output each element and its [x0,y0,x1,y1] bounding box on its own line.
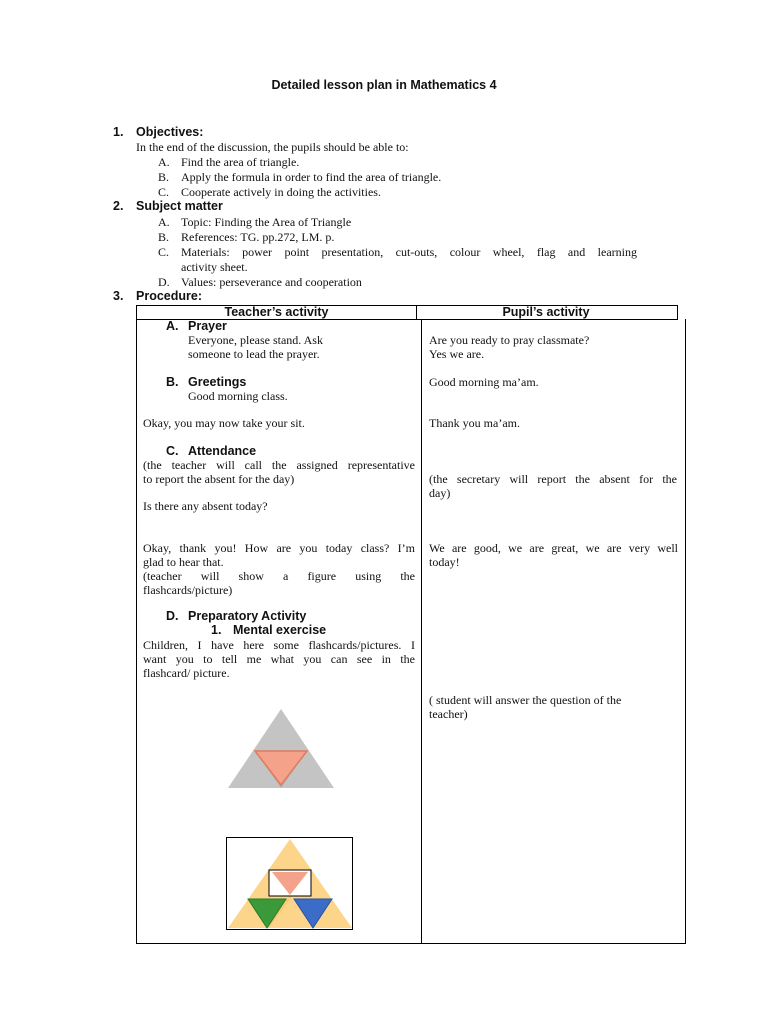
checkin-teacher-line2: glad to hear that. [143,555,224,569]
table-bottom-border [136,943,686,944]
greetings-pupil: Good morning ma’am. [429,375,539,389]
objectives-intro: In the end of the discussion, the pupils should be able to: [136,140,409,154]
attendance-teacher-line2: to report the absent for the day) [143,472,295,486]
prayer-teacher-line1: Everyone, please stand. Ask [188,333,323,347]
preparatory-heading: Preparatory Activity [188,609,307,623]
objectives-number: 1. [113,125,124,139]
document-title: Detailed lesson plan in Mathematics 4 [271,78,497,92]
checkin-teacher-line4: flashcards/picture) [143,583,233,597]
flashcard-triangle-image [226,706,336,790]
prayer-heading: Prayer [188,319,227,333]
table-column-divider [421,319,422,944]
preparatory-pupil-line1: ( student will answer the question of the [429,693,622,707]
preparatory-letter: D. [166,609,179,623]
checkin-pupil-line1: We are good, we are great, we are very well [429,541,678,555]
subject-letter-b: B. [158,230,170,244]
attendance-pupil-line1: (the secretary will report the absent for the [429,472,677,486]
checkin-teacher-line1: Okay, thank you! How are you today class? I’m [143,541,415,555]
sit-pupil: Thank you ma’am. [429,416,520,430]
subject-letter-a: A. [158,215,170,229]
checkin-pupil-line2: today! [429,555,460,569]
objective-a: Find the area of triangle. [181,155,300,169]
objectives-heading: Objectives: [136,125,204,139]
preparatory-teacher-line2: want you to tell me what you can see in the [143,652,415,666]
objective-c: Cooperate actively in doing the activities. [181,185,381,199]
attendance-letter: C. [166,444,179,458]
subject-values: Values: perseverance and cooperation [181,275,362,289]
flashcard-composite-triangle-image [226,837,354,931]
subject-references: References: TG. pp.272, LM. p. [181,230,335,244]
preparatory-teacher-line3: flashcard/ picture. [143,666,230,680]
mental-exercise-number: 1. [211,623,222,637]
subject-matter-number: 2. [113,199,124,213]
subject-matter-heading: Subject matter [136,199,223,213]
prayer-letter: A. [166,319,179,333]
table-left-border [136,319,137,944]
objective-letter-c: C. [158,185,170,199]
mental-exercise-heading: Mental exercise [233,623,327,637]
teacher-activity-header: Teacher’s activity [136,305,417,320]
preparatory-teacher-line1: Children, I have here some flashcards/pictures. I [143,638,415,652]
procedure-heading: Procedure: [136,289,202,303]
objective-letter-b: B. [158,170,170,184]
objective-b: Apply the formula in order to find the area of triangle. [181,170,442,184]
checkin-teacher-line3: (teacher will show a figure using the [143,569,415,583]
procedure-number: 3. [113,289,124,303]
subject-letter-d: D. [158,275,170,289]
attendance-pupil-line2: day) [429,486,451,500]
greetings-heading: Greetings [188,375,247,389]
greetings-teacher: Good morning class. [188,389,288,403]
greetings-letter: B. [166,375,179,389]
prayer-pupil-line2: Yes we are. [429,347,485,361]
preparatory-pupil-line2: teacher) [429,707,468,721]
subject-topic: Topic: Finding the Area of Triangle [181,215,352,229]
objective-letter-a: A. [158,155,170,169]
attendance-heading: Attendance [188,444,257,458]
prayer-teacher-line2: someone to lead the prayer. [188,347,320,361]
subject-letter-c: C. [158,245,170,259]
prayer-pupil-line1: Are you ready to pray classmate? [429,333,590,347]
subject-materials-line2: activity sheet. [181,260,248,274]
subject-materials-line1: Materials: power point presentation, cut-outs, colour wheel, flag and learning [181,245,637,259]
attendance-teacher-line1: (the teacher will call the assigned representative [143,458,415,472]
pupil-activity-header: Pupil’s activity [415,305,678,320]
table-right-border [685,319,686,944]
attendance-teacher-question: Is there any absent today? [143,499,268,513]
sit-teacher: Okay, you may now take your sit. [143,416,305,430]
